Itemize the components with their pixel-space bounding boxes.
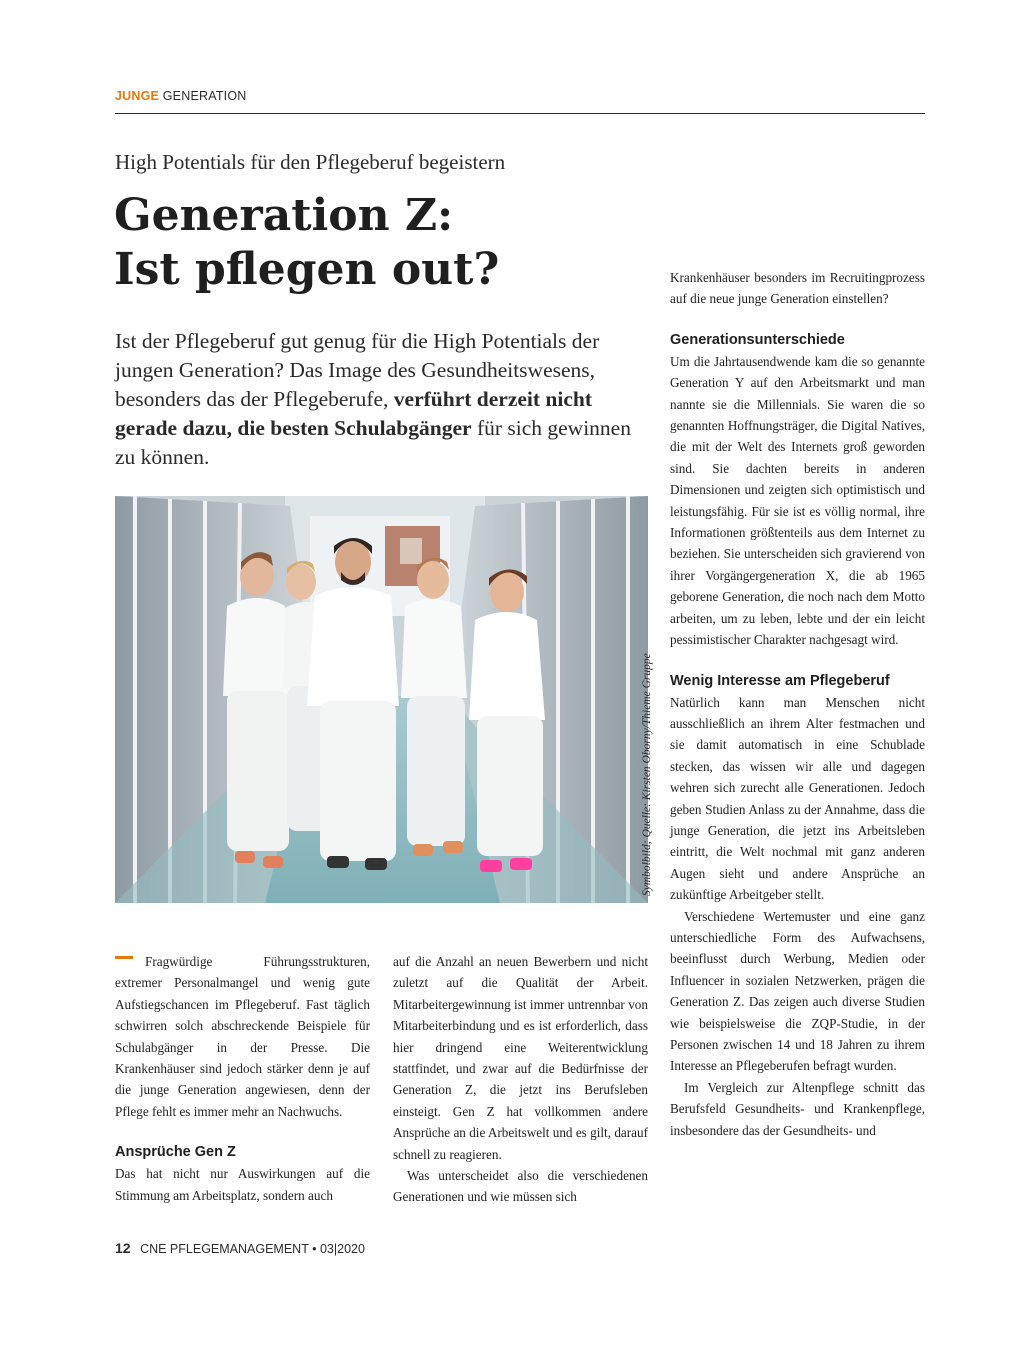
paragraph-generationen: Was unterscheidet also die verschiedenen Generationen und wie müssen sich bbox=[393, 1168, 648, 1205]
intro-paragraph bbox=[115, 951, 370, 1122]
nurses-corridor-illustration bbox=[115, 496, 648, 903]
page-number: 12 bbox=[115, 1240, 131, 1256]
paragraph-bewerber: auf die Anzahl an neuen Bewerbern und nicht zuletzt auf die Qualität der Arbeit. Mitarbeitergewinnung ist immer untrennbar von Mitarbeiterbindung und es ist erforderlich, dass hier dringend eine Weiterentwicklung stattfindet, und zwar auf die Bedürfnisse der Generation Z, die jetzt ins Berufsleben einsteigt. Gen Z hat vollkommen andere Ansprüche an die Arbeitswelt und es gilt, darauf schnell zu reagieren. bbox=[393, 954, 648, 1162]
text-column-1 bbox=[115, 951, 370, 1206]
article-photo bbox=[115, 496, 648, 903]
publication-name: CNE PFLEGEMANAGEMENT bbox=[140, 1242, 309, 1256]
subhead-ansprueche: Ansprüche Gen Z bbox=[115, 1144, 236, 1161]
lead-text-2: für sich gewinnen zu können. bbox=[115, 416, 631, 469]
subhead-wenig-interesse: Wenig Interesse am Pflegeberuf bbox=[670, 672, 890, 689]
section-label-accent: JUNGE bbox=[115, 89, 160, 103]
article-headline bbox=[114, 189, 634, 297]
section-label: GENERATION bbox=[159, 89, 247, 103]
paragraph-recruiting: Krankenhäuser besonders im Recruitingprozess auf die neue junge Generation einstellen? bbox=[670, 270, 925, 307]
photo-credit: Symbolbild; Quelle: Kirsten Oborny/Thieme Gruppe bbox=[641, 653, 653, 896]
article-lead bbox=[115, 327, 635, 472]
headline-line-1: Generation Z: bbox=[114, 190, 454, 241]
paragraph-alter: Natürlich kann man Menschen nicht ausschließlich an ihrem Alter festmachen und sie damit automatisch in eine Schublade stecken, das wissen wir alle und dagegen wehren sich zurecht alle Generationen. Jedoch geben Studien Anlass zu der Annahme, dass die junge Generation, die jetzt ins Arbeitsleben eintritt, die Welt nochmal mit ganz anderen Augen sieht und andere Ansprüche an zukünftige Arbeitgeber stellt. bbox=[670, 694, 925, 903]
article-kicker: High Potentials für den Pflegeberuf begeistern bbox=[115, 150, 506, 174]
lead-emphasis: verführt derzeit nicht gerade dazu, die besten Schulabgänger bbox=[115, 387, 593, 440]
accent-dash-icon bbox=[115, 956, 133, 959]
issue-number: 03|2020 bbox=[319, 1242, 365, 1256]
paragraph-ansprueche: Das hat nicht nur Auswirkungen auf die Stimmung am Arbeitsplatz, sondern auch bbox=[115, 1166, 370, 1203]
headline-line-2: Ist pflegen out? bbox=[114, 244, 500, 295]
paragraph-millennials: Um die Jahrtausendwende kam die so genannte Generation Y auf den Arbeitsmarkt und man nannte sie die Millennials. Sie waren die so genannten Hoffnungsträger, die Digital Natives, die mit der Welt des Internets groß geworden sind. Sie dachten bereits in anderen Dimensionen und zeigten sich optimistisch und leistungsfähig. Für sie ist es völlig normal, ihre Informationen größtenteils aus dem Internet zu beziehen. Sie unterscheiden sich gravierend von ihrer Vorgängergeneration X, die ab 1965 geborene Generation, die noch nach dem Motto arbeiten, um zu leben, lebte und der ein leicht pessimistischer Charakter nachgesagt wird. bbox=[670, 353, 925, 648]
subhead-generationsunterschiede: Generationsunterschiede bbox=[670, 331, 845, 348]
text-column-3 bbox=[670, 267, 925, 1141]
lead-text-1: Ist der Pflegeberuf gut genug für die High Potentials der jungen Generation? Das Image des Gesundheitswesens, besonders das der Pflegeberufe, bbox=[115, 329, 600, 411]
page-footer bbox=[115, 1240, 365, 1256]
paragraph-altenpflege: Im Vergleich zur Altenpflege schnitt das Berufsfeld Gesundheits- und Krankenpflege, insbesondere das der Gesundheits- und bbox=[670, 1079, 925, 1138]
intro-text: Fragwürdige Führungsstrukturen, extremer Personalmangel und wenig gute Aufstiegschancen im Pflegeberuf. Fast täglich schwirren solch abschreckende Beispiele für Schulabgänger in der Presse. Die Krankenhäuser sind jedoch stärker denn je auf die junge Generation angewiesen, denn der Pflege fehlt es immer mehr an Nachwuchs. bbox=[115, 954, 370, 1119]
text-column-2 bbox=[393, 951, 648, 1208]
section-header bbox=[115, 89, 925, 114]
paragraph-wertemuster: Verschiedene Wertemuster und eine ganz unterschiedliche Form des Aufwachsens, beeinflusst durch Werbung, Medien oder Influencer in sozialen Netzwerken, prägen die Generation Z. Das zeigen auch diverse Studien wie beispielsweise die ZQP-Studie, in der Personen zwischen 14 und 18 Jahren zu ihrem Interesse an Pflegeberufen befragt wurden. bbox=[670, 908, 925, 1074]
footer-separator: • bbox=[312, 1242, 317, 1256]
